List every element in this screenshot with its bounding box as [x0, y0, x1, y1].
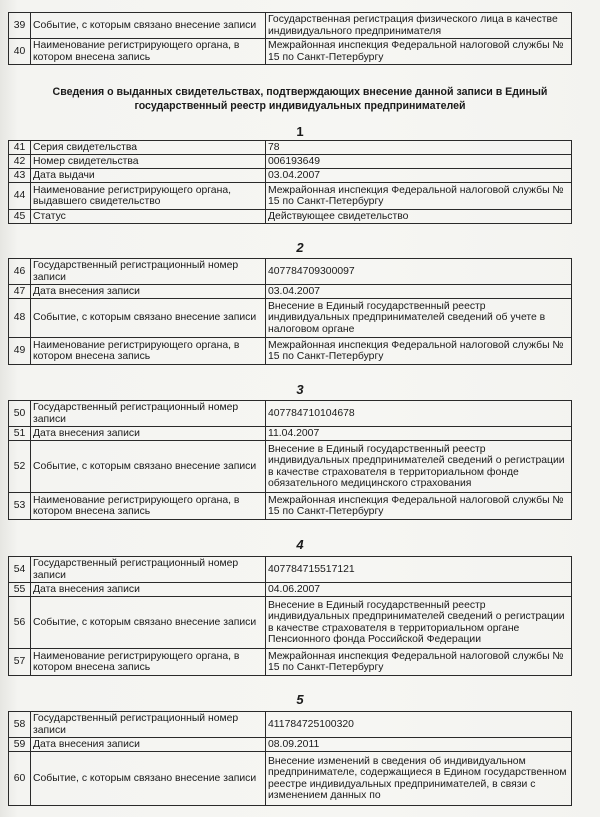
table-row	[9, 285, 572, 299]
table-row	[9, 493, 572, 520]
table-row	[9, 649, 572, 676]
row-number: 44	[9, 183, 31, 210]
row-number: 54	[9, 557, 31, 583]
row-label: Событие, с которым связано внесение записи	[31, 13, 266, 39]
row-value: Действующее свидетельство	[266, 210, 572, 224]
top-rows-table	[8, 12, 572, 65]
row-number: 51	[9, 427, 31, 441]
table-row	[9, 557, 572, 583]
row-number: 49	[9, 338, 31, 365]
row-value: 407784710104678	[266, 401, 572, 427]
section-number: 5	[296, 692, 304, 707]
row-value: 411784725100320	[266, 712, 572, 738]
table-row	[9, 427, 572, 441]
row-number: 60	[9, 752, 31, 806]
row-value: 78	[266, 141, 572, 155]
table-row	[9, 583, 572, 597]
row-number: 43	[9, 169, 31, 183]
table-row	[9, 13, 572, 39]
table-row	[9, 141, 572, 155]
row-number: 42	[9, 155, 31, 169]
row-label: Государственный регистрационный номер записи	[31, 712, 266, 738]
row-value: Внесение в Единый государственный реестр индивидуальных предпринимателей сведений о регистрации в качестве страхователя в территориальном фонде обязательного медицинского страхования	[266, 441, 572, 493]
row-value: Внесение изменений в сведения об индивидуальном предпринимателе, содержащиеся в Едином государственном реестре индивидуальных предпринимателей, в связи с изменением данных по	[266, 752, 572, 806]
row-value: Государственная регистрация физического лица в качестве индивидуального предпринимателя	[266, 13, 572, 39]
row-label: Событие, с которым связано внесение записи	[31, 441, 266, 493]
certificates-heading: Сведения о выданных свидетельствах, подтверждающих внесение данной записи в Единый государственный реестр индивидуальных предпринимателей	[52, 86, 548, 112]
row-number: 45	[9, 210, 31, 224]
row-value: 03.04.2007	[266, 169, 572, 183]
row-label: Дата внесения записи	[31, 583, 266, 597]
row-label: Государственный регистрационный номер записи	[31, 259, 266, 285]
row-value: 407784715517121	[266, 557, 572, 583]
row-number: 39	[9, 13, 31, 39]
row-number: 47	[9, 285, 31, 299]
table-row	[9, 738, 572, 752]
section-number: 4	[296, 537, 304, 552]
row-value: 11.04.2007	[266, 427, 572, 441]
row-value: Межрайонная инспекция Федеральной налоговой службы № 15 по Санкт-Петербургу	[266, 338, 572, 365]
row-value: Внесение в Единый государственный реестр индивидуальных предпринимателей сведений об учете в налоговом органе	[266, 299, 572, 338]
section-table	[8, 258, 572, 365]
row-value: 006193649	[266, 155, 572, 169]
row-number: 57	[9, 649, 31, 676]
table-row	[9, 210, 572, 224]
row-number: 55	[9, 583, 31, 597]
row-number: 56	[9, 597, 31, 649]
row-label: Дата внесения записи	[31, 285, 266, 299]
row-label: Серия свидетельства	[31, 141, 266, 155]
table-row	[9, 39, 572, 65]
table-row	[9, 712, 572, 738]
row-number: 50	[9, 401, 31, 427]
row-label: Событие, с которым связано внесение записи	[31, 597, 266, 649]
row-number: 58	[9, 712, 31, 738]
table-row	[9, 441, 572, 493]
table-row	[9, 183, 572, 210]
row-number: 53	[9, 493, 31, 520]
row-label: Государственный регистрационный номер записи	[31, 557, 266, 583]
row-label: Государственный регистрационный номер записи	[31, 401, 266, 427]
table-row	[9, 338, 572, 365]
row-number: 48	[9, 299, 31, 338]
row-label: Наименование регистрирующего органа, в котором внесена запись	[31, 39, 266, 65]
row-label: Дата внесения записи	[31, 738, 266, 752]
row-label: Наименование регистрирующего органа, выдавшего свидетельство	[31, 183, 266, 210]
row-label: Дата выдачи	[31, 169, 266, 183]
section-table	[8, 711, 572, 806]
row-value: Внесение в Единый государственный реестр индивидуальных предпринимателей сведений о регистрации в качестве страхователя в территориальном органе Пенсионного фонда Российской Федерации	[266, 597, 572, 649]
section-number: 2	[296, 240, 304, 255]
row-label: Дата внесения записи	[31, 427, 266, 441]
row-label: Номер свидетельства	[31, 155, 266, 169]
table-row	[9, 752, 572, 806]
section-table	[8, 140, 572, 224]
table-row	[9, 299, 572, 338]
row-value: Межрайонная инспекция Федеральной налоговой службы № 15 по Санкт-Петербургу	[266, 39, 572, 65]
section-table	[8, 556, 572, 676]
row-label: Наименование регистрирующего органа, в котором внесена запись	[31, 649, 266, 676]
table-row	[9, 169, 572, 183]
row-value: 03.04.2007	[266, 285, 572, 299]
row-value: 08.09.2011	[266, 738, 572, 752]
row-number: 52	[9, 441, 31, 493]
row-label: Наименование регистрирующего органа, в котором внесена запись	[31, 338, 266, 365]
row-number: 59	[9, 738, 31, 752]
row-value: 407784709300097	[266, 259, 572, 285]
table-row	[9, 155, 572, 169]
section-number: 1	[296, 124, 304, 139]
row-label: Событие, с которым связано внесение записи	[31, 299, 266, 338]
table-row	[9, 597, 572, 649]
row-label: Статус	[31, 210, 266, 224]
table-row	[9, 259, 572, 285]
table-row	[9, 401, 572, 427]
section-table	[8, 400, 572, 520]
row-value: Межрайонная инспекция Федеральной налоговой службы № 15 по Санкт-Петербургу	[266, 649, 572, 676]
row-value: 04.06.2007	[266, 583, 572, 597]
row-value: Межрайонная инспекция Федеральной налоговой службы № 15 по Санкт-Петербургу	[266, 183, 572, 210]
row-number: 41	[9, 141, 31, 155]
row-number: 46	[9, 259, 31, 285]
section-number: 3	[296, 382, 304, 397]
row-number: 40	[9, 39, 31, 65]
row-value: Межрайонная инспекция Федеральной налоговой службы № 15 по Санкт-Петербургу	[266, 493, 572, 520]
row-label: Событие, с которым связано внесение записи	[31, 752, 266, 806]
row-label: Наименование регистрирующего органа, в котором внесена запись	[31, 493, 266, 520]
